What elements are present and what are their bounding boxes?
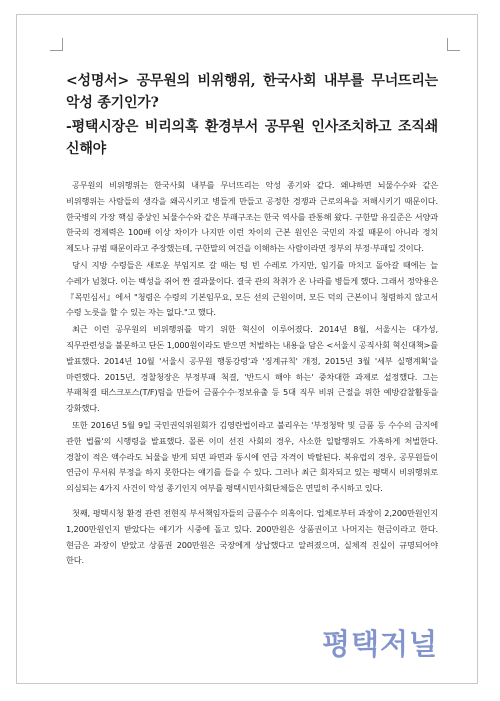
paragraph-1: 공무원의 비위행위는 한국사회 내부를 무너뜨리는 악성 종기와 같다. 왜냐하면 뇌물수수와 같은 비위행위는 사람들의 생각을 왜곡시키고 병들게 만들고 공정한 경쟁과 근로의욕을 저해시키기 때문이다. 한국병의 가장 핵심 중상인 뇌물수수와 같은 부패구조는 한국 역사를 관통해 왔다. 구한말 유길준은 서양과 한국의 경제력은 100배 이상 차이가 나지만 이런 차이의 근본 원인은 국민의 자질 때문이 아니라 정치 제도나 규범 때문이라고 주장했는데, 구한말의 여건을 이해하는 사람이라면 정부의 부정·부패일 것이다. [66,180,438,254]
paragraph-3: 최근 이런 공무원의 비위행위를 막기 위한 혁신이 이루어졌다. 2014년 8월, 서울시는 대가성, 직무관련성을 불문하고 단돈 1,000원이라도 받으면 처벌하는 내용을 담은 <서울시 공직사회 혁신대책>를 발표했다. 2014년 10월 '서울시 공무원 행동강령'과 '징계규칙' 개정, 2015년 3월 '세부 실행계획'을 마련했다. 2015년, 경찰청장은 부정부패 척결, '반드시 해야 하는' 중차대한 과제로 설정했다. 그는 부패척결 태스크포스(T/F)팀을 만들어 금품수수·정보유출 등 5대 직무 비위 근절을 위한 예방감찰활동을 강화했다. [66,324,438,414]
paragraph-5: 첫째, 평택시청 환경 관련 전현직 부서책임자들의 금품수수 의혹이다. 업체로부터 과장이 2,200만원인지 1,200만원인지 받았다는 얘기가 시중에 돌고 있다. 200만원은 상품권이고 나머지는 현금이라고 한다. 현금은 과장이 받았고 상품권 200만원은 국장에게 상납했다고 알려졌으며, 실체적 진실이 규명되어야 한다. [66,507,438,566]
watermark-logo: 평택저널 [322,627,439,661]
document-heading [66,70,438,160]
document-subtitle: -평택시장은 비리의혹 환경부서 공무원 인사조치하고 조직쇄신해야 [66,119,438,157]
document-body [66,178,438,569]
crop-mark-top-right [447,38,460,51]
paragraph-2: 당시 지방 수령들은 새로운 부임지로 갈 때는 텅 빈 수레로 가지만, 임기를 마치고 돌아갈 때에는 늘 수레가 넘쳤다. 이는 백성을 쥐어 짠 결과물이다. 결국 관의 착취가 온 나라를 병들게 했다. 그래서 정약용은 『목민심서』에서 "청렴은 수령의 기본임무요, 모든 선의 근원이며, 모든 덕의 근본이니 청렴하지 않고서 수령 노릇을 할 수 있는 자는 없다."고 했다. [66,259,438,318]
crop-mark-top-left [50,38,63,51]
document-title: <성명서> 공무원의 비위행위, 한국사회 내부를 무너뜨리는 악성 종기인가? [66,73,438,111]
paragraph-4: 또한 2016년 5월 9일 국민권익위원회가 김영란법이라고 불리우는 '부정청탁 및 금품 등 수수의 금지에 관한 법률'의 시행령을 발표했다. 몰론 이미 선진 사회의 경우, 사소한 일탈행위도 가혹하게 처벌한다. 경찰이 적은 액수라도 뇌물을 받게 되면 파면과 동시에 연금 자격이 박탈된다. 복유럽의 경우, 공무원들이 연금이 무서워 부정을 하지 못한다는 얘기를 들을 수 있다. 그러나 최근 회자되고 있는 평택시 비위행위로 의심되는 4가지 사건이 악성 종기인지 여부를 평택시민사회단체들은 면밀히 주시하고 있다. [66,419,438,494]
